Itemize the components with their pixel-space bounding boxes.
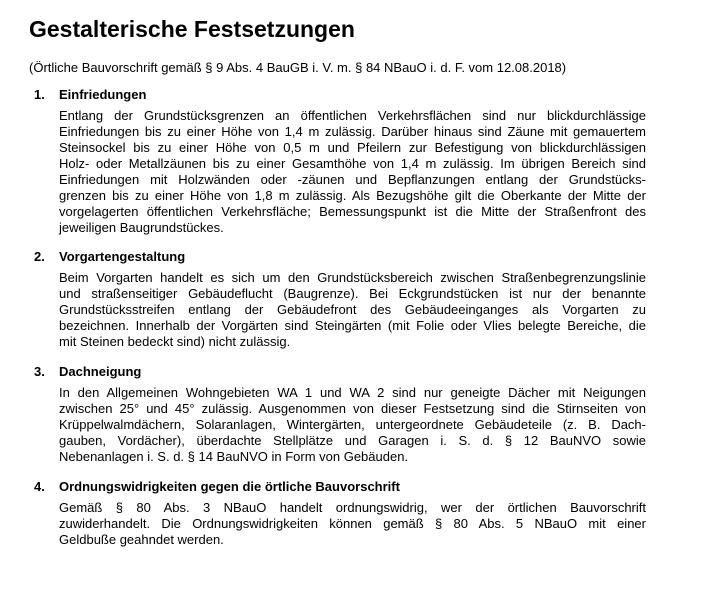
- section-title: Ordnungswidrigkeiten gegen die örtliche Bauvorschrift: [59, 479, 400, 494]
- text-line: In den Allgemeinen Wohngebieten WA 1 und WA 2 sind nur geneigte Dächer mit Neigungen: [59, 385, 646, 400]
- text-line: und straßenseitiger Gebäudeflucht (Baugrenze). Bei Eckgrundstücken ist nur der benannte: [59, 286, 646, 301]
- text-line: Krüppelwalmdächern, Solaranlagen, Wintergärten, untergeordnete Gebäudeteile (z. B. Dach-: [59, 417, 646, 432]
- text-line: grenzen bis zu einer Höhe von 1,8 m zulässig. Als Bezugshöhe gilt die Oberkante der Mitte der: [59, 188, 646, 203]
- section-einfriedungen: [34, 86, 646, 236]
- text-line: vorgelagerten öffentlichen Verkehrsfläche; Bemessungspunkt ist die Mitte der Straßenfront des: [59, 204, 646, 219]
- section-dachneigung: [34, 363, 646, 465]
- section-body: [59, 270, 646, 350]
- text-line: Holz- oder Metallzäunen bis zu einer Gesamthöhe von 1,4 m zulässig. Im übrigen Bereich sind: [59, 156, 646, 171]
- section-vorgartengestaltung: [34, 248, 646, 350]
- section-number: 3.: [34, 364, 45, 379]
- section-heading: [34, 478, 646, 496]
- text-line: Gemäß § 80 Abs. 3 NBauO handelt ordnungswidrig, wer der örtlichen Bauvorschrift: [59, 500, 646, 515]
- text-line: Einfriedungen bis zu einer Höhe von 1,4 m zulässig. Darüber hinaus sind Zäune mit gemauertem: [59, 124, 646, 139]
- section-title: Dachneigung: [59, 364, 142, 379]
- text-line: zwischen 25° und 45° zulässig. Ausgenommen von dieser Festsetzung sind die Stirnseiten von: [59, 401, 646, 416]
- text-line: Steinsockel bis zu einer Höhe von 0,5 m und Pfeilern zur Befestigung von blickdurchlässigen: [59, 140, 646, 155]
- section-body: [59, 108, 646, 236]
- text-line: Geldbuße geahndet werden.: [59, 532, 224, 547]
- text-line: zuwiderhandelt. Die Ordnungswidrigkeiten können gemäß § 80 Abs. 5 NBauO mit einer: [59, 516, 646, 531]
- section-number: 4.: [34, 479, 45, 494]
- text-line: Beim Vorgarten handelt es sich um den Grundstücksbereich zwischen Straßenbegrenzungslinie: [59, 270, 646, 285]
- text-line: jeweiligen Baugrundstückes.: [59, 220, 224, 235]
- section-body: [59, 500, 646, 548]
- page-title: Gestalterische Festsetzungen: [29, 16, 355, 42]
- text-line: bezeichnen. Innerhalb der Vorgärten sind Steingärten (mit Folie oder Vlies belegte Bereiche, die: [59, 318, 646, 333]
- section-body: [59, 385, 646, 465]
- section-heading: [34, 248, 646, 266]
- section-heading: [34, 363, 646, 381]
- section-title: Vorgartengestaltung: [59, 249, 186, 264]
- section-number: 2.: [34, 249, 45, 264]
- section-number: 1.: [34, 87, 45, 102]
- text-line: Grundstücksstreifen entlang der Gebäudefront des Gebäudeeinganges als Vorgarten zu: [59, 302, 646, 317]
- section-title: Einfriedungen: [59, 87, 147, 102]
- text-line: gauben, Vordächer), überdachte Stellplätze und Garagen i. S. d. § 12 BauNVO sowie: [59, 433, 646, 448]
- page-subtitle: (Örtliche Bauvorschrift gemäß § 9 Abs. 4 BauGB i. V. m. § 84 NBauO i. d. F. vom 12.08.2018): [29, 60, 567, 75]
- text-line: Nebenanlagen i. S. d. § 14 BauNVO in Form von Gebäuden.: [59, 449, 409, 464]
- text-line: Einfriedungen mit Holzwänden oder -zäunen und Bepflanzungen entlang der Grundstücks-: [59, 172, 646, 187]
- text-line: mit Steinen bedeckt sind) nicht zulässig.: [59, 334, 291, 349]
- section-heading: [34, 86, 646, 104]
- text-line: Entlang der Grundstücksgrenzen an öffentlichen Verkehrsflächen sind nur blickdurchlässige: [59, 108, 646, 123]
- section-ordnungswidrigkeiten: [34, 478, 646, 548]
